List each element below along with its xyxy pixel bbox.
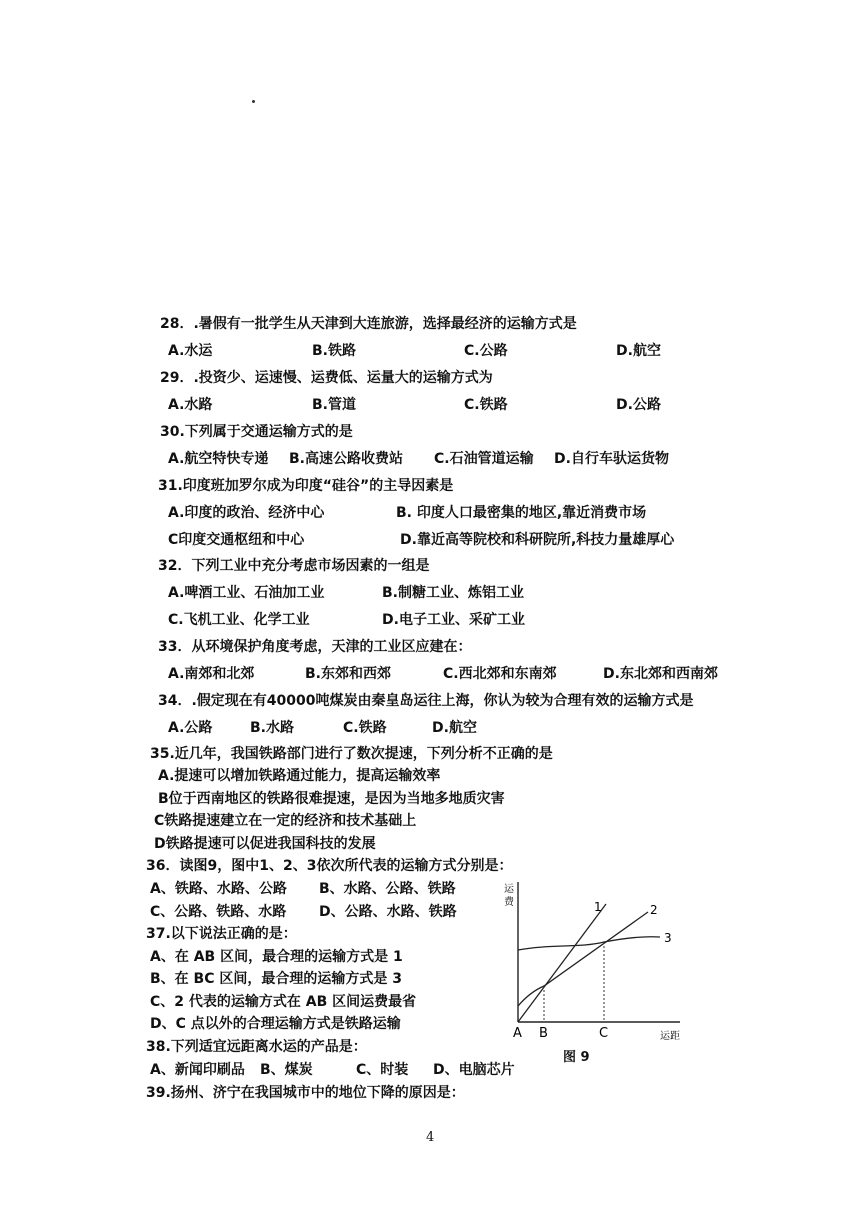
q28-option-c: C.公路: [464, 343, 508, 359]
line-1: [518, 904, 606, 1022]
q35-option-d: D铁路提速可以促进我国科技的发展: [154, 836, 376, 852]
figure-caption: 图 9: [563, 1050, 590, 1065]
q29-option-c: C.铁路: [464, 397, 508, 413]
q34-option-c: C.铁路: [343, 720, 387, 736]
point-b-label: B: [539, 1026, 548, 1041]
q28-option-d: D.航空: [616, 343, 661, 359]
y-axis-label-1: 运: [504, 884, 514, 895]
q30-option-a: A.航空特快专递: [168, 451, 269, 467]
q35-option-a: A.提速可以增加铁路通过能力，提高运输效率: [158, 768, 441, 784]
q36-option-a: A、铁路、水路、公路: [150, 881, 287, 897]
question-30: 30.下列属于交通运输方式的是: [160, 424, 353, 440]
question-28: 28．.暑假有一批学生从天津到大连旅游，选择最经济的运输方式是: [160, 316, 577, 332]
q29-option-a: A.水路: [168, 397, 213, 413]
q31-option-a: A.印度的政治、经济中心: [168, 505, 325, 521]
q37-option-a: A、在 AB 区间，最合理的运输方式是 1: [150, 949, 403, 965]
question-39: 39.扬州、济宁在我国城市中的地位下降的原因是：: [146, 1085, 465, 1101]
question-35: 35.近几年，我国铁路部门进行了数次提速，下列分析不正确的是: [150, 746, 553, 762]
page-number: 4: [426, 1130, 435, 1145]
q32-option-c: C.飞机工业、化学工业: [168, 612, 310, 628]
line-2: [518, 912, 648, 1006]
question-33: 33．从环境保护角度考虑，天津的工业区应建在：: [158, 639, 472, 655]
point-c-label: C: [599, 1026, 609, 1041]
q29-option-b: B.管道: [312, 397, 356, 413]
q32-option-b: B.制糖工业、炼铝工业: [382, 585, 524, 601]
q34-option-b: B.水路: [250, 720, 294, 736]
q30-option-c: C.石油管道运输: [434, 451, 534, 467]
q37-option-d: D、C 点以外的合理运输方式是铁路运输: [150, 1016, 401, 1032]
question-31: 31.印度班加罗尔成为印度“硅谷”的主导因素是: [158, 478, 454, 494]
q31-option-b: B. 印度人口最密集的地区,靠近消费市场: [396, 505, 647, 521]
line-3-label: 3: [664, 931, 672, 945]
point-a-label: A: [513, 1026, 522, 1041]
q29-option-d: D.公路: [616, 397, 661, 413]
x-axis-label: 运距: [660, 1031, 680, 1042]
q28-option-a: A.水运: [168, 343, 213, 359]
y-axis-label-2: 费: [504, 897, 514, 908]
q32-option-a: A.啤酒工业、石油加工业: [168, 585, 325, 601]
q36-option-b: B、水路、公路、铁路: [319, 881, 456, 897]
q38-option-b: B、煤炭: [260, 1062, 313, 1078]
question-36: 36．读图9，图中1、2、3依次所代表的运输方式分别是：: [146, 858, 513, 874]
q34-option-d: D.航空: [432, 720, 477, 736]
q31-option-d: D.靠近高等院校和科研院所,科技力量雄厚心: [400, 532, 675, 548]
line-1-label: 1: [594, 900, 602, 914]
q33-option-a: A.南郊和北郊: [168, 666, 255, 682]
q28-option-b: B.铁路: [312, 343, 356, 359]
question-32: 32．下列工业中充分考虑市场因素的一组是: [158, 558, 430, 574]
q37-option-b: B、在 BC 区间，最合理的运输方式是 3: [150, 971, 402, 987]
question-38: 38.下列适宜远距离水运的产品是：: [146, 1039, 367, 1055]
question-34: 34．.假定现在有40000吨煤炭由秦皇岛运往上海，你认为较为合理有效的运输方式是: [158, 693, 694, 709]
q32-option-d: D.电子工业、采矿工业: [382, 612, 525, 628]
q37-option-c: C、2 代表的运输方式在 AB 区间运费最省: [150, 994, 417, 1010]
q36-option-d: D、公路、水路、铁路: [319, 904, 457, 920]
q38-option-d: D、电脑芯片: [433, 1062, 515, 1078]
figure-9-graph: [500, 880, 700, 1055]
q38-option-a: A、新闻印刷品: [150, 1062, 245, 1078]
q33-option-c: C.西北郊和东南郊: [443, 666, 557, 682]
q30-option-b: B.高速公路收费站: [289, 451, 403, 467]
q30-option-d: D.自行车驮运货物: [554, 451, 669, 467]
question-37: 37.以下说法正确的是：: [146, 926, 297, 942]
q35-option-c: C铁路提速建立在一定的经济和技术基础上: [154, 813, 417, 829]
q38-option-c: C、时装: [356, 1062, 409, 1078]
question-29: 29．.投资少、运速慢、运费低、运量大的运输方式为: [160, 370, 493, 386]
q36-option-c: C、公路、铁路、水路: [150, 904, 287, 920]
q35-option-b: B位于西南地区的铁路很难提速，是因为当地多地质灾害: [158, 791, 505, 807]
stray-dot: [252, 100, 255, 103]
q33-option-b: B.东郊和西郊: [305, 666, 391, 682]
line-2-label: 2: [650, 903, 658, 917]
q34-option-a: A.公路: [168, 720, 213, 736]
q31-option-c: C印度交通枢纽和中心: [168, 532, 305, 548]
q33-option-d: D.东北郊和西南郊: [603, 666, 718, 682]
line-3: [518, 937, 660, 950]
